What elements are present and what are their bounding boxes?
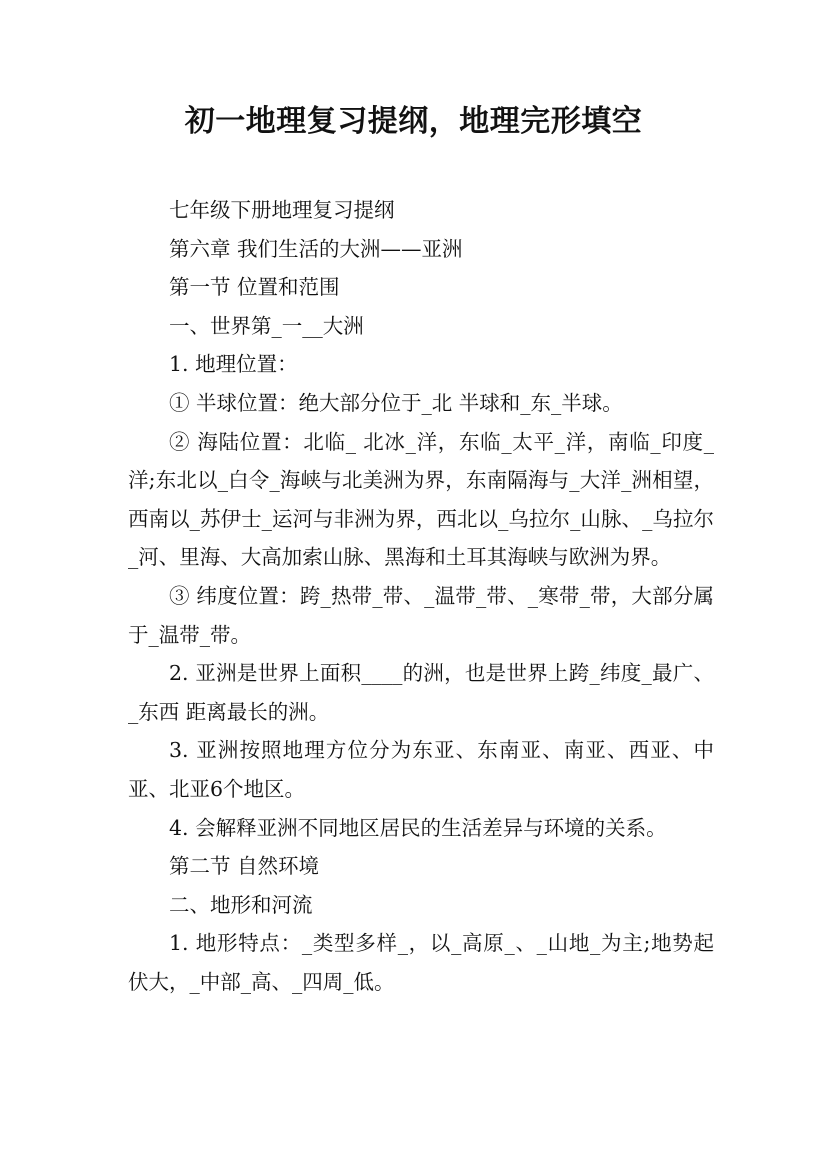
paragraph-chapter-title: 第六章 我们生活的大洲——亚洲: [169, 236, 463, 261]
paragraph-item-residents: 4. 会解释亚洲不同地区居民的生活差异与环境的关系。: [169, 815, 667, 840]
paragraph-latitude-position: ③ 纬度位置：跨_热带_带、_温带_带、_寒带_带，大部分属于_温带_带。: [128, 583, 714, 647]
paragraph-terrain-features: 1. 地形特点：_类型多样_，以_高原_、_山地_为主;地势起伏大，_中部_高、_四周_低。: [128, 931, 714, 994]
paragraph-item-area: 2. 亚洲是世界上面积____的洲，也是世界上跨_纬度_最广、_东西 距离最长的洲。: [128, 661, 714, 724]
document-body: [128, 191, 714, 1001]
paragraph-section-1-title: 第一节 位置和范围: [169, 275, 340, 300]
paragraph-subsection-title: 一、世界第_一__大洲: [169, 313, 364, 338]
paragraph-hemisphere-position: ① 半球位置：绝大部分位于_北 半球和_东_半球。: [169, 390, 623, 415]
paragraph-item-location: 1. 地理位置：: [169, 352, 298, 377]
paragraph-sea-land-position: ② 海陆位置：北临_ 北冰_洋，东临_太平_洋，南临_印度_洋;东北以_白令_海峡与北美洲为界，东南隔海与_大洋_洲相望，西南以_苏伊士_运河与非洲为界，西北以_乌拉尔_山脉、_乌拉尔_河、里海、大高加索山脉、黑海和土耳其海峡与欧洲为界。: [128, 429, 714, 570]
paragraph-heading-outline: 七年级下册地理复习提纲: [169, 198, 395, 222]
paragraph-terrain-rivers-title: 二、地形和河流: [169, 892, 313, 917]
document-title: 初一地理复习提纲，地理完形填空: [184, 104, 643, 139]
paragraph-item-regions: 3. 亚洲按照地理方位分为东亚、东南亚、南亚、西亚、中亚、北亚6个地区。: [128, 738, 714, 801]
paragraph-section-2-title: 第二节 自然环境: [169, 854, 320, 879]
